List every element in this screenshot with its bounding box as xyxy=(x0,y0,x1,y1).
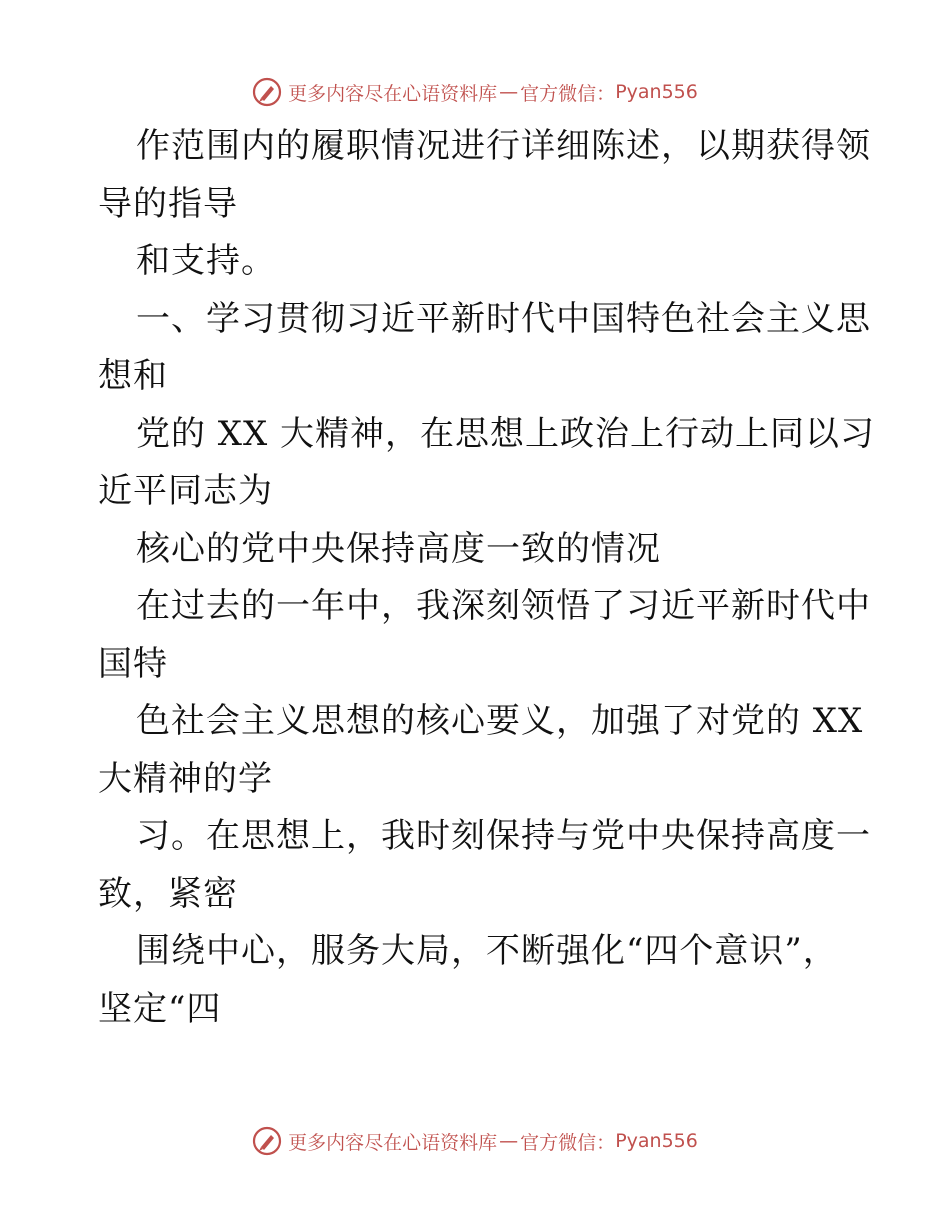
body-line: 在过去的一年中，我深刻领悟了习近平新时代中 xyxy=(136,586,871,626)
section-heading-line: 想和 xyxy=(98,356,168,396)
watermark-wechat-label: 官方微信： xyxy=(520,1131,616,1154)
body-line: 围绕中心，服务大局，不断强化“四个意识”， xyxy=(136,931,838,971)
watermark-text: 更多内容尽在心语资料库 xyxy=(288,82,498,105)
body-line: 和支持。 xyxy=(136,241,276,281)
section-heading-line: 近平同志为 xyxy=(98,471,273,511)
body-line: 作范围内的履职情况进行详细陈述，以期获得领 xyxy=(136,126,871,166)
body-line: 国特 xyxy=(98,643,168,684)
body-line: 习。在思想上，我时刻保持与党中央保持高度一 xyxy=(136,816,871,856)
section-heading-line: 党的 XX 大精神，在思想上政治上行动上同以习 xyxy=(136,413,876,454)
watermark-dash: — xyxy=(499,81,519,103)
body-line: 导的指导 xyxy=(98,183,238,224)
header-watermark xyxy=(0,72,950,112)
footer-watermark xyxy=(0,1121,950,1161)
pen-logo-icon xyxy=(252,1126,282,1156)
watermark-wechat-label: 官方微信： xyxy=(520,82,616,105)
body-line: 色社会主义思想的核心要义，加强了对党的 XX xyxy=(136,701,864,741)
watermark-dash: — xyxy=(499,1130,519,1152)
section-heading-line: 一、学习贯彻习近平新时代中国特色社会主义思 xyxy=(136,298,871,339)
body-line: 致，紧密 xyxy=(98,873,238,914)
body-line: 坚定“四 xyxy=(98,988,222,1029)
watermark-wechat-id: Pyan556 xyxy=(615,1130,698,1152)
document-body xyxy=(98,118,876,1038)
watermark-wechat-id: Pyan556 xyxy=(615,81,698,103)
watermark-text: 更多内容尽在心语资料库 xyxy=(288,1131,498,1154)
body-line: 大精神的学 xyxy=(98,758,273,799)
section-heading-line: 核心的党中央保持高度一致的情况 xyxy=(136,528,661,569)
pen-logo-icon xyxy=(252,77,282,107)
